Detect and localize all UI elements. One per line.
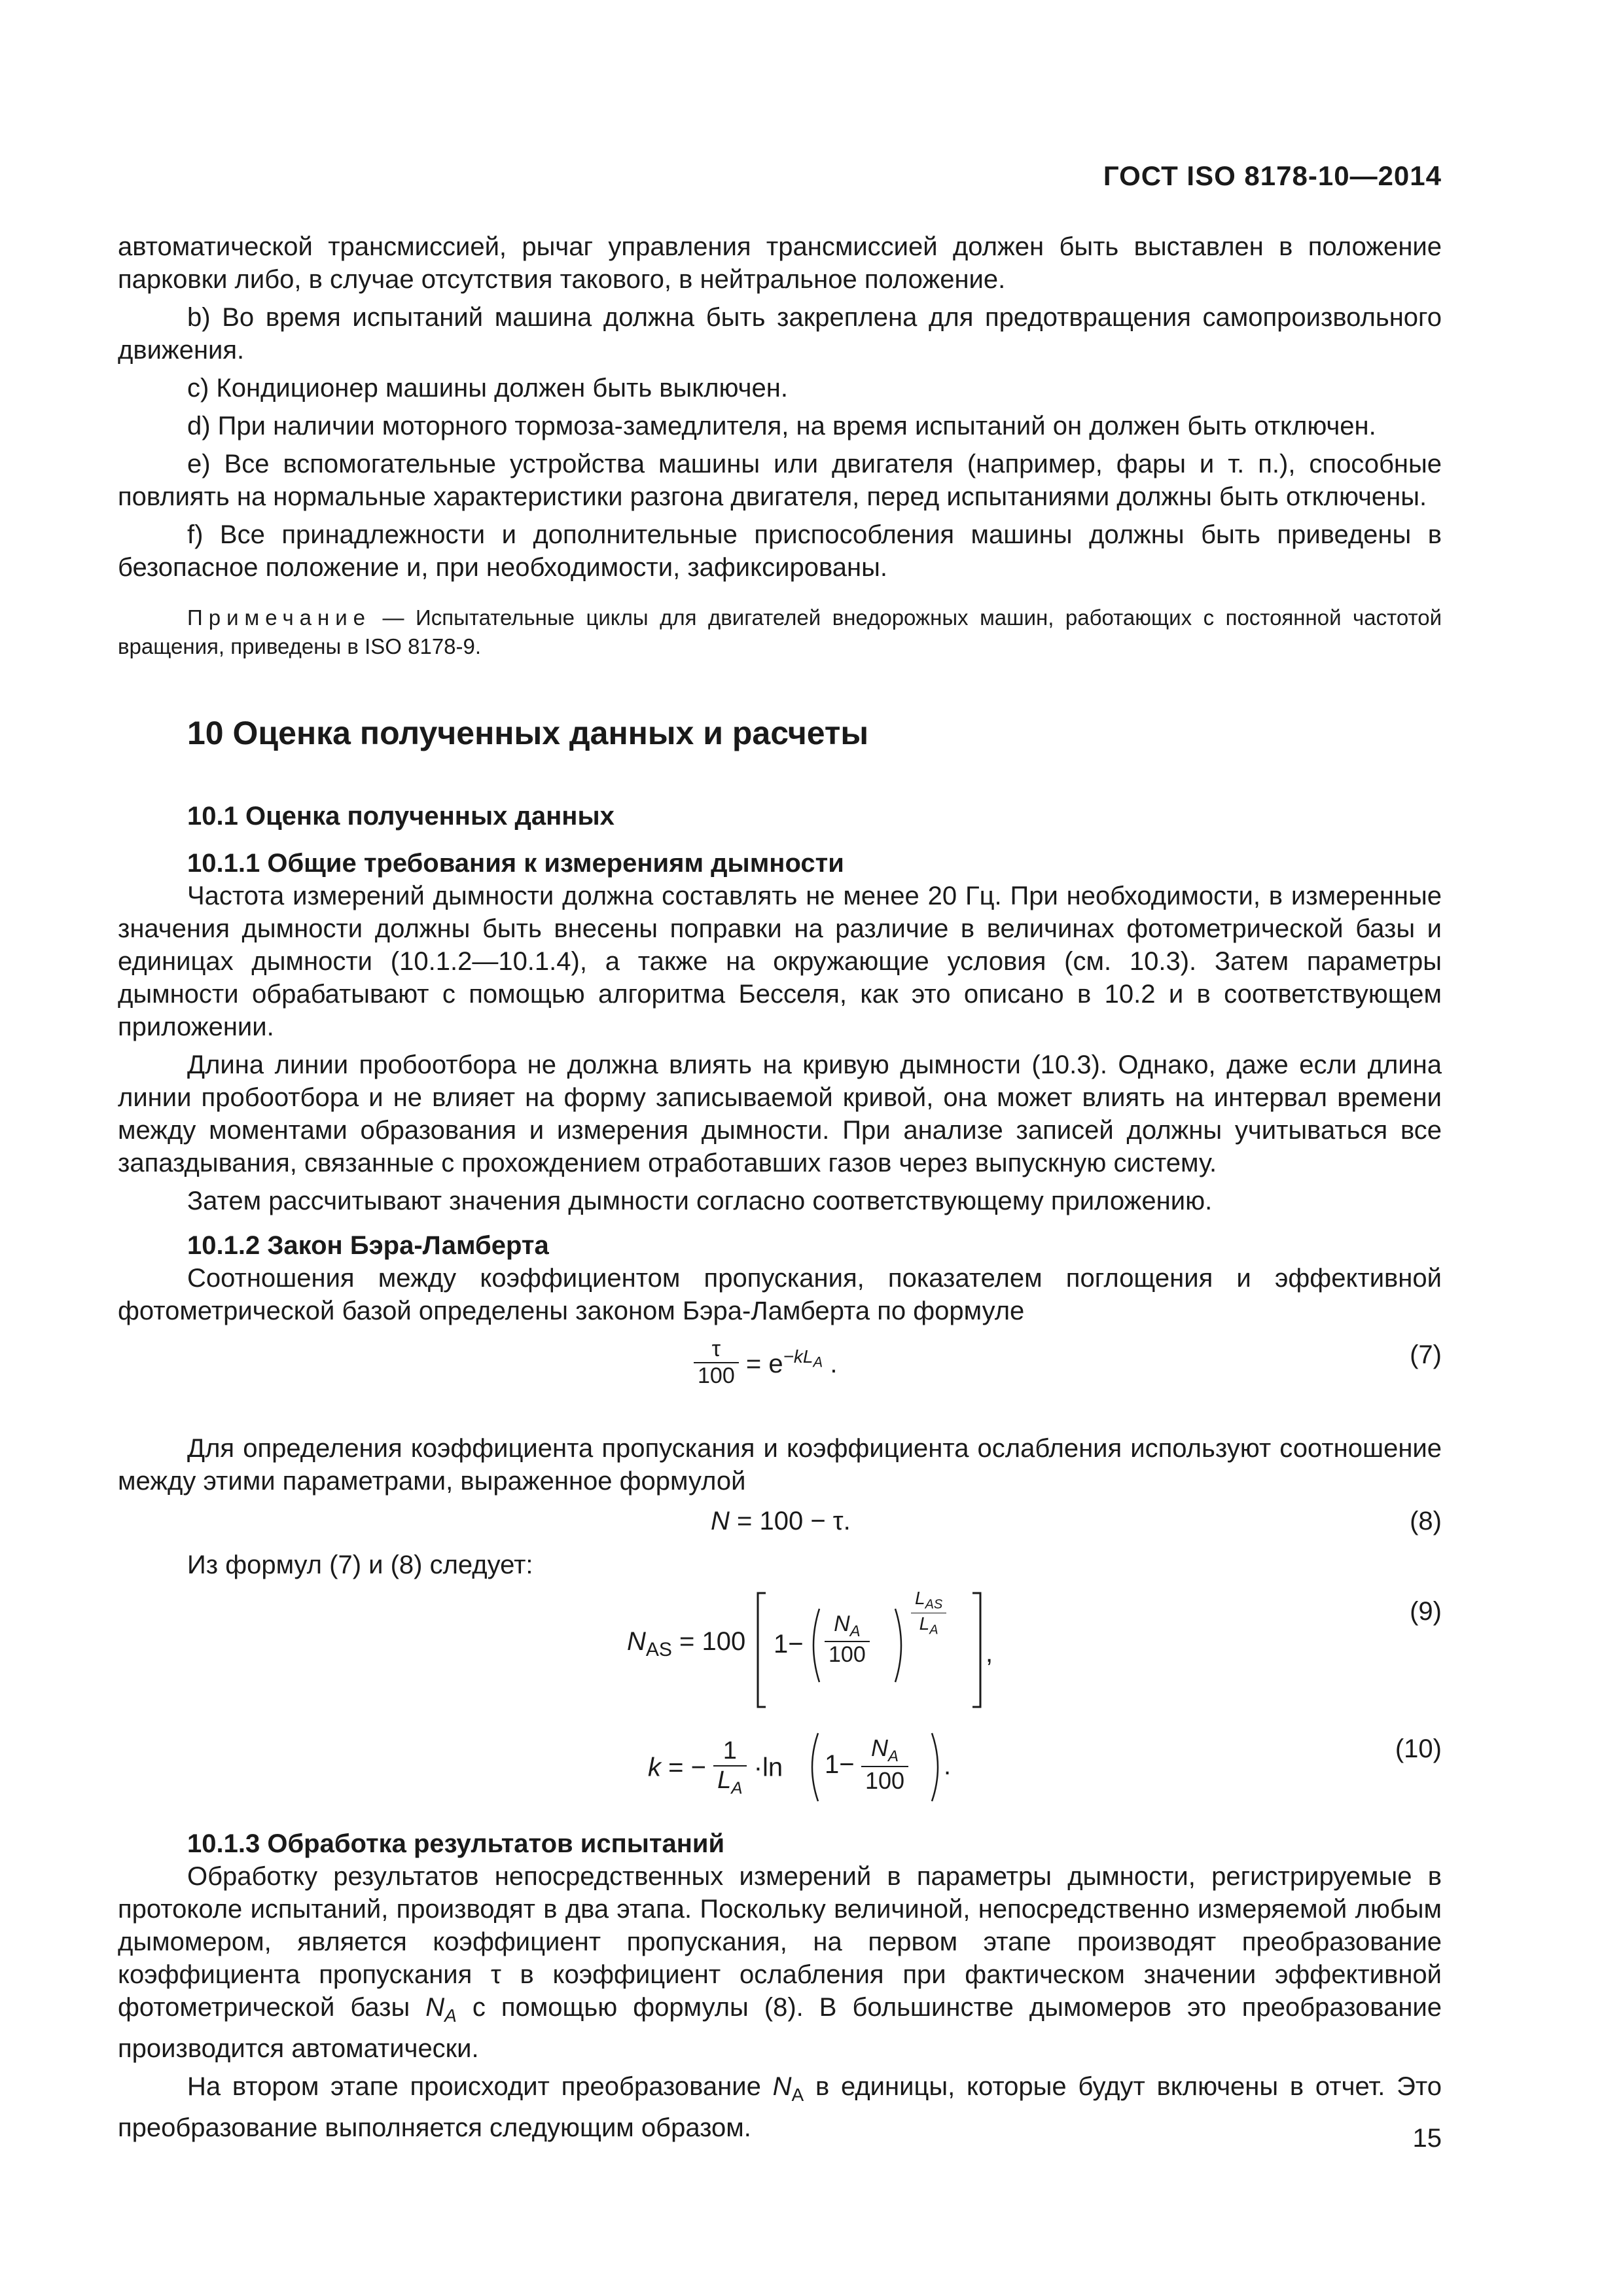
paragraph: Соотношения между коэффициентом пропускания, показателем поглощения и эффективной фотометрической базой определены законом Бэра-Ламберта по формуле xyxy=(118,1264,1442,1325)
list-item-e: e) Все вспомогательные устройства машины или двигателя (например, фары и т. п.), способные повлиять на нормальные характеристики разгона двигателя, перед испытаниями должны быть отключены. xyxy=(118,450,1442,511)
equation-number: (7) xyxy=(1410,1340,1442,1369)
standard-header: ГОСТ ISO 8178-10—2014 xyxy=(1103,160,1442,191)
right-paren-icon xyxy=(893,1606,908,1685)
left-paren-icon xyxy=(806,1606,822,1685)
equation-number: (8) xyxy=(1410,1507,1442,1535)
section-10-heading: 10 Оценка полученных данных и расчеты xyxy=(187,715,869,751)
equation-9: $N_{AS} = 100$ 1− $\frac{N_A}{100}$ $\frac{L_{AS}}{L_A}$ , (9) xyxy=(118,1588,1442,1712)
paragraph: Обработку результатов непосредственных измерений в параметры дымности, регистрируемые в протоколе испытаний, производят в два этапа. Поскольку величиной, непосредственно измеряемой любым дымомером, является коэффициент пропускания, на первом этапе производят преобразование коэффициента пропускания τ в коэффициент ослабления при фактическом значении эффективной фотометрической базы $N_A$ с помощью формулы (8). В большинстве дымомеров это преобразование производится автоматически. xyxy=(118,1862,1442,2063)
paragraph: Длина линии пробоотбора не должна влиять на кривую дымности (10.3). Однако, даже если длина линии пробоотбора и не влияет на форму записываемой кривой, она может влиять на интервал времени между моментами образования и измерения дымности. При анализе записей должны учитываться все запаздывания, связанные с прохождением отработавших газов через выпускную систему. xyxy=(118,1050,1442,1177)
paragraph: Для определения коэффициента пропускания и коэффициента ослабления используют соотношение между этими параметрами, выраженное формулой xyxy=(118,1434,1442,1496)
left-paren-icon xyxy=(805,1731,821,1804)
right-paren-icon xyxy=(929,1731,945,1804)
page-body xyxy=(118,230,1442,2144)
list-item-d: d) При наличии моторного тормоза-замедлителя, на время испытаний он должен быть отключен. xyxy=(187,412,1376,440)
list-item-c: c) Кондиционер машины должен быть выключен. xyxy=(187,374,788,403)
paragraph: Затем рассчитывают значения дымности согласно соответствующему приложению. xyxy=(187,1187,1213,1215)
equation-number: (10) xyxy=(1395,1734,1442,1763)
note-label: Примечание xyxy=(187,605,372,630)
note xyxy=(118,603,1442,661)
section-10-1-heading: 10.1 Оценка полученных данных xyxy=(187,802,615,831)
list-item-b: b) Во время испытаний машина должна быть закреплена для предотвращения самопроизвольного движения. xyxy=(118,303,1442,365)
equation-10: k = − $\frac{1}{L_A}$ ·ln 1− $\frac{N_A}{100}$ . (10) xyxy=(118,1725,1442,1810)
equation-8: N = 100 − τ. (8) xyxy=(711,1507,1442,1535)
equation-7: $\frac{\tau}{100}$ = $e^{-kL_A}$ . (7) xyxy=(118,1336,1442,1420)
note-text: — Испытательные циклы для двигателей внедорожных машин, работающих с постоянной частотой вращения, приведены в ISO 8178-9. xyxy=(118,605,1442,658)
equation-number: (9) xyxy=(1410,1597,1442,1626)
section-10-1-1-heading: 10.1.1 Общие требования к измерениям дымности xyxy=(187,849,844,878)
list-item-f: f) Все принадлежности и дополнительные приспособления машины должны быть приведены в безопасное положение и, при необходимости, зафиксированы. xyxy=(118,520,1442,582)
page-number: 15 xyxy=(1412,2124,1442,2153)
paragraph-continued: автоматической трансмиссией, рычаг управления трансмиссией должен быть выставлен в положение парковки либо, в случае отсутствия такового, в нейтральное положение. xyxy=(118,232,1442,294)
left-bracket-icon xyxy=(753,1588,772,1712)
section-10-1-2-heading: 10.1.2 Закон Бэра-Ламберта xyxy=(187,1231,549,1260)
paragraph: Из формул (7) и (8) следует: xyxy=(187,1551,533,1579)
section-10-1-3-heading: 10.1.3 Обработка результатов испытаний xyxy=(187,1829,725,1858)
paragraph: На втором этапе происходит преобразование $N_A$ в единицы, которые будут включены в отчет. Это преобразование выполняется следующим образом. xyxy=(118,2072,1442,2142)
paragraph: Частота измерений дымности должна составлять не менее 20 Гц. При необходимости, в измеренные значения дымности должны быть внесены поправки на различие в величинах фотометрической базы и единицах дымности (10.1.2—10.1.4), а также на окружающие условия (см. 10.3). Затем параметры дымности обрабатывают с помощью алгоритма Бесселя, как это описано в 10.2 и в соответствующем приложении. xyxy=(118,882,1442,1041)
